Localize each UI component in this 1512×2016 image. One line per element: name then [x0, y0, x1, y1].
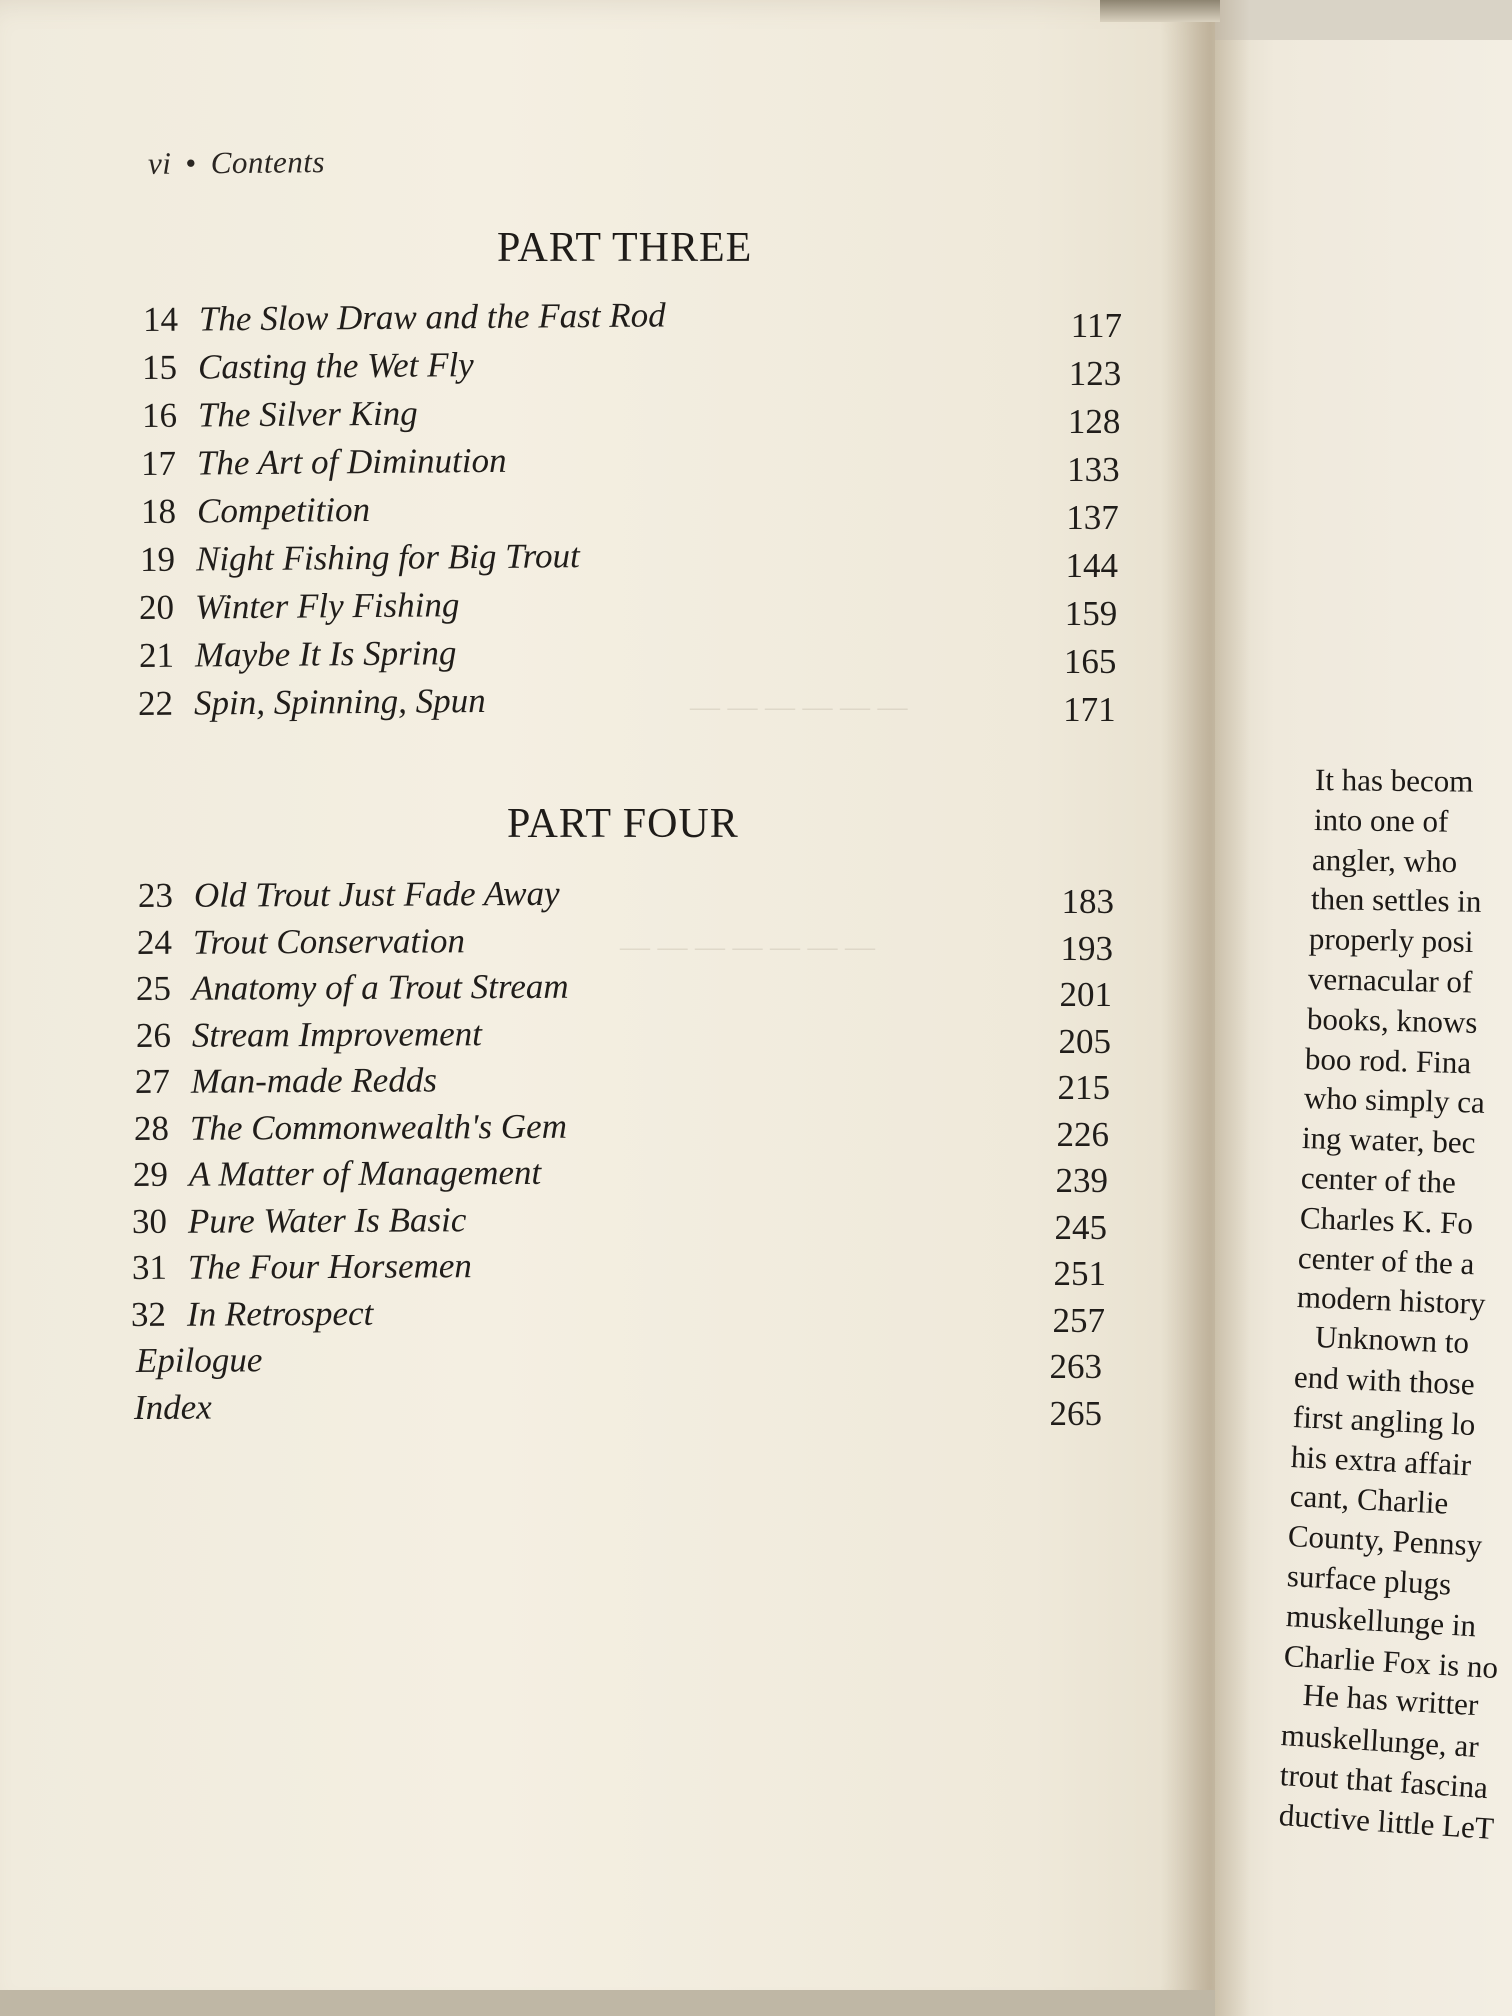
- page-number: 257: [1052, 1300, 1105, 1340]
- facing-page-line: his extra affair: [1290, 1438, 1473, 1482]
- page-number: 226: [1056, 1114, 1109, 1154]
- chapter-title: Stream Improvement: [191, 1013, 482, 1055]
- facing-page-line: muskellunge, ar: [1280, 1717, 1481, 1765]
- facing-page-line: center of the a: [1297, 1239, 1476, 1281]
- toc-entry: [142, 345, 474, 388]
- chapter-title: Spin, Spinning, Spun: [194, 680, 487, 723]
- toc-entry: [135, 1014, 481, 1056]
- page-number: 183: [1061, 882, 1114, 921]
- facing-page-line: cant, Charlie: [1288, 1478, 1449, 1521]
- chapter-title: A Matter of Management: [189, 1152, 542, 1194]
- page-number: 193: [1060, 928, 1113, 968]
- facing-page-line: vernacular of: [1307, 961, 1473, 1000]
- chapter-title: The Silver King: [197, 393, 418, 435]
- toc-entry: [132, 1200, 467, 1242]
- chapter-number: 15: [142, 347, 178, 387]
- chapter-title: The Art of Diminution: [197, 440, 507, 483]
- toc-entry: [136, 1340, 263, 1381]
- chapter-number: 27: [134, 1061, 170, 1101]
- chapter-number: 30: [132, 1201, 168, 1241]
- bullet-separator: •: [185, 145, 197, 181]
- chapter-title: Winter Fly Fishing: [195, 585, 460, 627]
- chapter-title: The Slow Draw and the Fast Rod: [198, 295, 666, 339]
- toc-entry: [141, 441, 507, 484]
- facing-page-line: end with those: [1293, 1359, 1476, 1402]
- facing-page-line: It has becom: [1314, 762, 1474, 799]
- chapter-number: 19: [139, 539, 176, 579]
- page-number: 144: [1065, 546, 1118, 585]
- toc-entry: [139, 585, 460, 628]
- facing-page-line: surface plugs: [1286, 1558, 1453, 1602]
- facing-page-line: books, knows: [1306, 1000, 1478, 1040]
- toc-entry: [143, 295, 666, 340]
- part-four-heading: PART FOUR: [507, 801, 739, 847]
- facing-page-line: boo rod. Fina: [1304, 1040, 1472, 1080]
- chapter-number: 28: [133, 1108, 170, 1148]
- facing-page-line: Charles K. Fo: [1299, 1199, 1474, 1241]
- facing-page-line: trout that fascina: [1278, 1757, 1490, 1806]
- chapter-title: The Commonwealth's Gem: [189, 1106, 568, 1148]
- facing-page-line: ing water, bec: [1301, 1120, 1477, 1161]
- toc-entry: [131, 1246, 471, 1288]
- page-number: 245: [1054, 1207, 1107, 1247]
- facing-page-line: modern history: [1296, 1279, 1486, 1322]
- chapter-number: 16: [141, 395, 177, 435]
- chapter-title: Competition: [196, 490, 370, 531]
- chapter-number: 23: [137, 875, 174, 915]
- part-three-heading: PART THREE: [497, 225, 753, 271]
- toc-entry: [131, 1293, 373, 1334]
- page-number: 215: [1057, 1068, 1110, 1107]
- toc-entry: [140, 490, 369, 532]
- toc-entry: [133, 1153, 541, 1195]
- chapter-number: 32: [130, 1294, 166, 1334]
- chapter-title: Maybe It Is Spring: [194, 633, 457, 675]
- page-number: 137: [1066, 498, 1119, 537]
- chapter-number: 14: [142, 299, 179, 339]
- page-number: 251: [1053, 1254, 1106, 1293]
- facing-page-line: who simply ca: [1303, 1080, 1486, 1121]
- chapter-number: 20: [139, 587, 175, 627]
- chapter-number: 24: [137, 922, 173, 962]
- toc-entry: [137, 921, 465, 963]
- page-number: 165: [1063, 642, 1117, 681]
- toc-entry: [138, 874, 560, 916]
- facing-page-line: Unknown to: [1314, 1319, 1471, 1361]
- show-through-text: — — — — — — —: [620, 930, 875, 963]
- page-number: 265: [1049, 1393, 1102, 1433]
- chapter-title: Trout Conservation: [193, 920, 466, 962]
- chapter-number: 21: [138, 635, 174, 675]
- toc-entry: [134, 1387, 212, 1427]
- chapter-title: Man-made Redds: [190, 1060, 437, 1101]
- page-number: 117: [1070, 306, 1122, 345]
- toc-entry: [134, 1106, 567, 1148]
- page-number: 239: [1055, 1161, 1108, 1200]
- running-head: [148, 144, 325, 182]
- toc-entry: [140, 536, 580, 580]
- facing-page-line: center of the: [1300, 1160, 1457, 1200]
- chapter-title: The Four Horsemen: [187, 1246, 472, 1287]
- facing-page-line: into one of: [1313, 801, 1449, 839]
- chapter-number: 18: [140, 491, 176, 531]
- facing-page-line: He has writter: [1301, 1677, 1480, 1723]
- chapter-title: Casting the Wet Fly: [198, 345, 475, 387]
- folio-number: vi: [147, 145, 172, 181]
- toc-entry: [138, 681, 486, 724]
- facing-page-line: County, Pennsy: [1287, 1518, 1484, 1563]
- book-top-edge: [1100, 0, 1220, 22]
- chapter-number: 25: [136, 968, 172, 1008]
- chapter-number: 26: [135, 1015, 171, 1055]
- book-bottom-edge: [0, 1990, 1215, 2016]
- book-gutter: [1160, 0, 1250, 2016]
- facing-page-line: then settles in: [1310, 881, 1482, 920]
- chapter-title: Night Fishing for Big Trout: [195, 536, 580, 579]
- toc-entry: [135, 1060, 437, 1102]
- chapter-title: Pure Water Is Basic: [188, 1199, 467, 1241]
- facing-page-line: Charlie Fox is no: [1283, 1637, 1500, 1685]
- toc-entry: [136, 967, 569, 1009]
- chapter-title: In Retrospect: [186, 1293, 374, 1334]
- show-through-text: — — — — — —: [690, 690, 908, 723]
- section-title: Contents: [210, 144, 326, 181]
- facing-page-line: properly posi: [1309, 921, 1475, 960]
- page-number: 133: [1067, 450, 1120, 489]
- toc-entry: [142, 394, 418, 436]
- chapter-title: Index: [133, 1387, 212, 1427]
- facing-page-line: ductive little LeT: [1277, 1796, 1495, 1846]
- facing-page-line: first angling lo: [1291, 1398, 1476, 1442]
- facing-page-line: angler, who: [1311, 841, 1458, 879]
- page-number: 159: [1064, 594, 1118, 633]
- toc-entry: [139, 633, 457, 676]
- chapter-number: 31: [131, 1247, 167, 1287]
- page-number: 263: [1049, 1347, 1102, 1386]
- page-number: 201: [1059, 975, 1112, 1014]
- chapter-title: Anatomy of a Trout Stream: [192, 966, 570, 1008]
- chapter-number: 29: [133, 1154, 169, 1194]
- chapter-title: Epilogue: [135, 1340, 263, 1380]
- page-number: 123: [1068, 354, 1122, 393]
- page-number: 171: [1063, 690, 1116, 729]
- chapter-title: Old Trout Just Fade Away: [193, 873, 560, 915]
- chapter-number: 17: [141, 443, 177, 483]
- facing-page-line: muskellunge in: [1284, 1597, 1477, 1644]
- chapter-number: 22: [138, 683, 174, 723]
- page-number: 205: [1058, 1021, 1111, 1061]
- page-number: 128: [1067, 402, 1121, 441]
